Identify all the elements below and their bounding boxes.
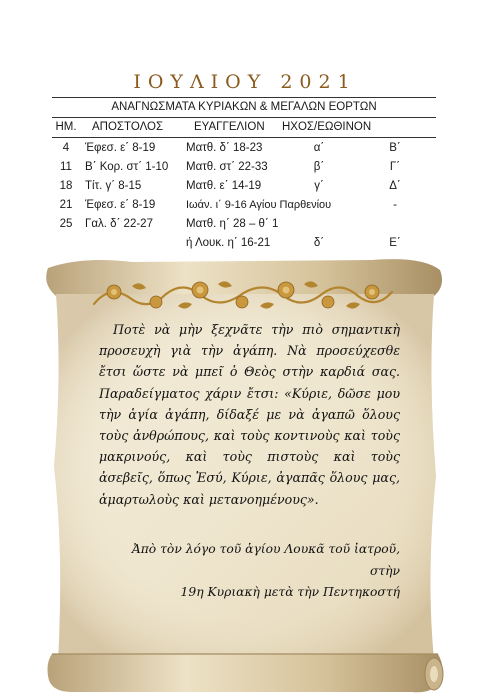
cell-day: 18 <box>59 180 73 192</box>
cell-tone: γ΄ <box>314 180 324 192</box>
table-row <box>52 180 436 196</box>
table-row <box>52 237 436 253</box>
quote-source <box>99 539 400 604</box>
column-header-apostle: ΑΠΟΣΤΟΛΟΣ <box>92 121 164 133</box>
cell-tone: β΄ <box>313 161 325 173</box>
cell-gospel: ή Λουκ. η΄ 16-21 <box>186 237 271 249</box>
column-header-tone-eothinon: ΗΧΟΣ/ΕΩΘΙΝΟΝ <box>282 121 372 133</box>
table-row <box>52 161 436 177</box>
cell-tone: δ΄ <box>313 237 325 249</box>
cell-apostle: Β΄ Κορ. στ΄ 1-10 <box>85 161 169 173</box>
cell-eothinon: Β΄ <box>389 142 401 154</box>
table-row <box>52 199 436 215</box>
parchment-scroll <box>42 256 448 696</box>
cell-day: 4 <box>62 142 70 154</box>
quote-source-line-2: 19η Κυριακὴ μετὰ τὴν Πεντηκοστή <box>180 585 400 599</box>
table-row <box>52 218 436 234</box>
cell-day: 25 <box>59 218 73 230</box>
column-header-day: ΗΜ. <box>55 121 77 133</box>
cell-eothinon: - <box>393 199 397 211</box>
cell-gospel: Ματθ. ε΄ 14-19 <box>186 180 262 192</box>
cell-gospel: Ιωάν. ι΄ 9-16 Αγίου Παρθενίου <box>186 199 332 211</box>
quote-source-line-1: Ἀπὸ τὸν λόγο τοῦ ἁγίου Λουκᾶ τοῦ ἰατροῦ, στὴν <box>131 542 400 578</box>
table-row <box>52 142 436 158</box>
cell-gospel: Ματθ. στ΄ 22-33 <box>186 161 268 173</box>
quote-text: Ποτὲ νὰ μὴν ξεχνᾶτε τὴν πιὸ σημαντικὴ προσευχὴ γιὰ τὴν ἀγάπη. Νὰ προσεύχεσθε ἔτσι ὥστε νὰ μπεῖ ὁ Θεὸς στὴν καρδιά σας. Παραδείγματος χάριν ἔτσι: «Κύριε, δῶσε μου τὴν ἁγία ἀγάπη, δίδαξέ με νὰ ἀγαπῶ ὅλους τοὺς ἀνθρώπους, καὶ τοὺς κοντινοὺς καὶ τοὺς μακρινούς, καὶ τοὺς πιστοὺς καὶ τοὺς ἀσεβεῖς, ὅπως Ἐσύ, Κύριε, ἀγαπᾶς ὅλους μας, ἁμαρτωλοὺς καὶ μετανοημένους». <box>99 322 400 507</box>
cell-day: 11 <box>60 161 72 173</box>
cell-gospel: Ματθ. δ΄ 18-23 <box>186 142 263 154</box>
cell-day: 21 <box>59 199 73 211</box>
cell-apostle: Γαλ. δ΄ 22-27 <box>85 218 153 230</box>
cell-eothinon: Δ΄ <box>389 180 401 192</box>
cell-apostle: Τίτ. γ΄ 8-15 <box>85 180 142 192</box>
cell-apostle: Έφεσ. ε΄ 8-19 <box>85 199 156 211</box>
cell-gospel: Ματθ. η΄ 28 – θ΄ 1 <box>186 218 279 230</box>
cell-tone: α΄ <box>313 142 325 154</box>
cell-eothinon: Γ΄ <box>389 161 401 173</box>
floral-ornament <box>90 276 396 318</box>
cell-eothinon: Ε΄ <box>389 237 401 249</box>
table-column-headers <box>52 121 436 138</box>
table-title: ΑΝΑΓΝΩΣΜΑΤΑ ΚΥΡΙΑΚΩΝ & ΜΕΓΑΛΩΝ ΕΟΡΤΩΝ <box>52 97 436 118</box>
cell-apostle: Έφεσ. ε΄ 8-19 <box>85 142 156 154</box>
column-header-gospel: ΕΥΑΓΓΕΛΙΟΝ <box>194 121 265 133</box>
month-title: ΙΟΥΛΙΟΥ 2021 <box>133 71 357 93</box>
